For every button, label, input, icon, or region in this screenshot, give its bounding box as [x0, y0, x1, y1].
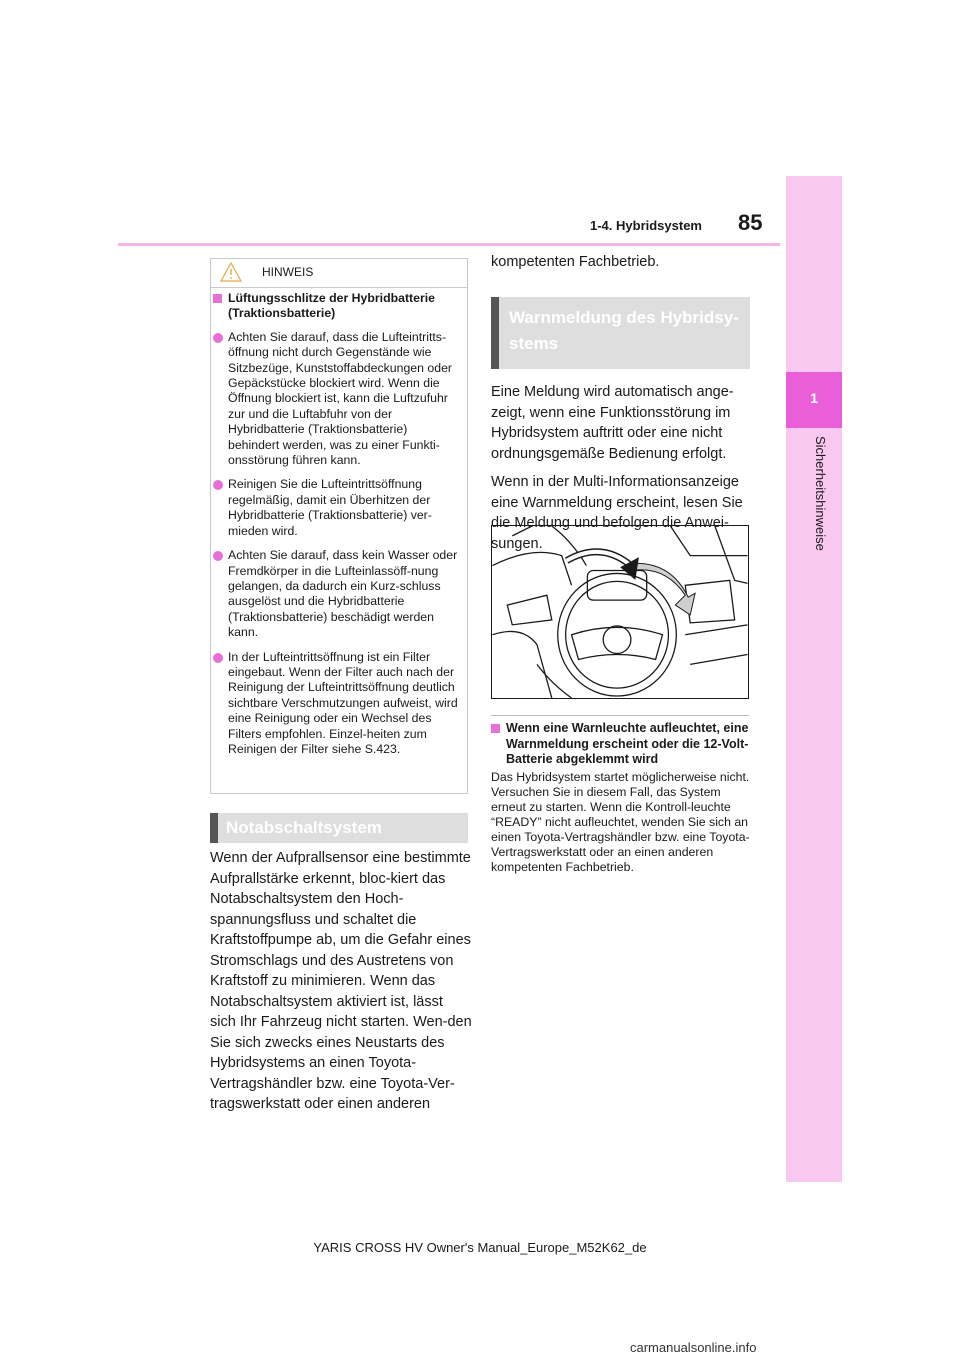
watermark: carmanualsonline.info	[630, 1340, 757, 1355]
header-rule	[118, 243, 780, 246]
notice-item: Reinigen Sie die Lufteintrittsöffnung regelmäßig, damit ein Überhitzen der Hybridbatterie (Traktionsbatterie) ver-mieden wird.	[213, 477, 461, 539]
square-bullet-icon	[213, 294, 222, 303]
footer: YARIS CROSS HV Owner's Manual_Europe_M52K62_de	[313, 1240, 647, 1255]
round-bullet-icon	[213, 333, 223, 343]
notice-title: HINWEIS	[262, 265, 314, 279]
notabschalt-body: Wenn der Aufprallsensor eine bestimmte Aufprallstärke erkennt, bloc-kiert das Notabschaltsystem den Hoch-spannungsfluss und schaltet die Kraftstoffpumpe ab, um die Gefahr eines Stromschlags und des Austretens von Kraftstoff zu minimieren. Wenn das Notabschaltsystem aktiviert ist, lässt sich Ihr Fahrzeug nicht starten. Wen-den Sie sich zwecks eines Neustarts des Hybridsystems an einen Toyota-Vertragshändler bzw. eine Toyota-Ver-tragswerkstatt oder einen anderen	[210, 850, 472, 1112]
round-bullet-icon	[213, 653, 223, 663]
warning-triangle-icon	[220, 262, 242, 282]
chapter-number: 1	[810, 390, 818, 406]
paragraph: Eine Meldung wird automatisch ange-zeigt, wenn eine Funktionsstörung im Hybridsystem auftritt oder eine nicht ordnungsgemäße Bedienung erfolgt.	[491, 384, 734, 462]
page-number: 85	[738, 210, 763, 235]
chapter-side-tab	[786, 176, 842, 1182]
round-bullet-icon	[213, 551, 223, 561]
section-header-warnmeldung: Warnmeldung des Hybridsy-stems	[491, 297, 750, 369]
continuation-text: kompetenten Fachbetrieb.	[491, 254, 660, 270]
section-header-notabschaltsystem: Notabschaltsystem	[210, 813, 468, 843]
section-divider	[491, 715, 749, 716]
sub-heading: Wenn eine Warnleuchte aufleuchtet, eine Warnmeldung erscheint oder die 12-Volt-Batterie abgeklemmt wird	[491, 721, 753, 768]
square-bullet-icon	[491, 724, 500, 733]
notice-body	[213, 291, 461, 766]
chapter-label: Sicherheitshinweise	[813, 436, 828, 551]
notice-divider	[210, 287, 468, 288]
notice-heading: Lüftungsschlitze der Hybridbatterie (Traktionsbatterie)	[213, 291, 461, 322]
paragraph: Wenn in der Multi-Informationsanzeige eine Warnmeldung erscheint, lesen Sie die Meldung und befolgen die Anwei-sungen.	[491, 474, 743, 552]
notice-item: Achten Sie darauf, dass kein Wasser oder Fremdkörper in die Lufteinlassöff-nung gelangen, da dadurch ein Kurz-schluss ausgelöst und die Hybridbatterie (Traktionsbatterie) beschädigt werden kann.	[213, 548, 461, 640]
sub-text: Das Hybridsystem startet möglicherweise nicht. Versuchen Sie in diesem Fall, das System erneut zu starten. Wenn die Kontroll-leuchte “READY” nicht aufleuchtet, wenden Sie sich an einen Toyota-Vertragshändler bzw. eine Toyota-Vertragswerkstatt oder an einen anderen kompetenten Fachbetrieb.	[491, 770, 750, 874]
notice-item: Achten Sie darauf, dass die Lufteintritts-öffnung nicht durch Gegenstände wie Sitzbezüge, Kunststoffabdeckungen oder Gepäckstücke blockiert wird. Wenn die Öffnung blockiert ist, kann die Luftzufuhr zur und die Luftabfuhr von der Hybridbatterie (Traktionsbatterie) behindert werden, was zu einer Funkti-onsstörung führen kann.	[213, 330, 461, 469]
section-title: 1-4. Hybridsystem	[590, 218, 702, 233]
round-bullet-icon	[213, 480, 223, 490]
notice-item: In der Lufteintrittsöffnung ist ein Filter eingebaut. Wenn der Filter auch nach der Reinigung der Lufteintrittsöffnung deutlich sichtbare Verschmutzungen aufweist, wird eine Reinigung oder ein Wechsel des Filters empfohlen. Einzel-heiten zum Reinigen der Filter siehe S.423.	[213, 650, 461, 758]
dashboard-illustration	[491, 525, 749, 699]
